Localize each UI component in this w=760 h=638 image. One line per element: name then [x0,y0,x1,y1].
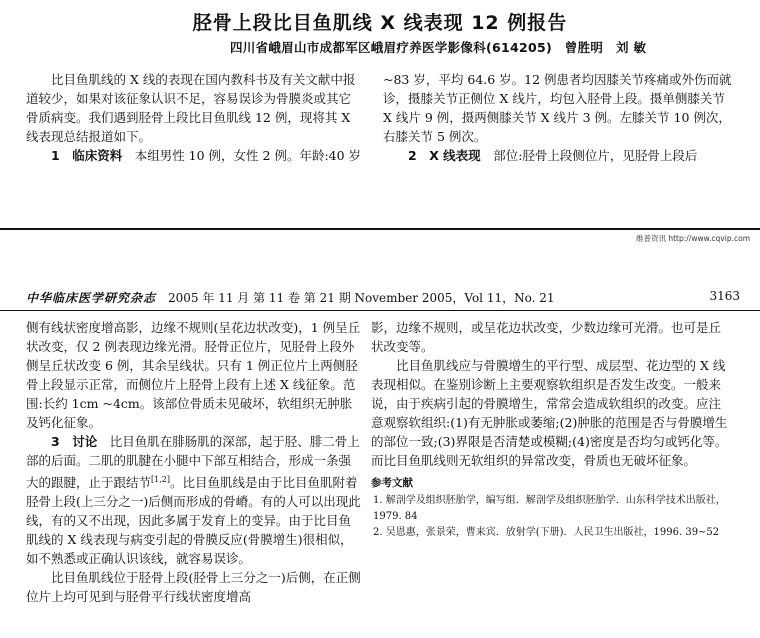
reference-item: 2. 吴恩惠，张景荣，曹来宾．放射学(下册)．人民卫生出版社，1996. 39~52 [373,527,720,538]
journal-header [26,289,726,306]
clinical-data-paragraph [26,146,362,165]
article-title: 胫骨上段比目鱼肌线 X 线表现 12 例报告 [192,12,568,34]
section-2-text: 部位:胫骨上段侧位片，见胫骨上段后 [480,148,698,163]
bottom-right-column [371,318,733,541]
references-heading: 参考文献 [371,477,413,489]
reference-item: 1. 解剖学及组织胚胎学，编写组．解剖学及组织胚胎学．山东科学技术出版社，1979. 84 [373,495,726,522]
watermark-url: 维普资讯 http://www.cqvip.com [635,234,750,243]
intro-paragraph: 比目鱼肌线的 X 线的表现在国内教科书及有关文献中报道较少，如果对该征象认识不足，容易误诊为骨膜炎或其它骨质病变。我们遇到胫骨上段比目鱼肌线 12 例，现将其 X 线表现总结报道如下。 [26,72,356,144]
xray-findings-continued: 侧有线状密度增高影，边缘不规则(呈花边状改变)，1 例呈丘状改变，仅 2 例表现边缘光滑。胫骨正位片，见胫骨上段外侧呈丘状改变 6 例，其余呈线状。只有 1 例正位片上两侧胫骨上段显示正常，而侧位片上胫骨上段有上述 X 线征象。范围:长约 1cm ~4cm。该部位骨质未见破坏，软组织无肿胀及钙化征象。 [26,320,361,430]
section-3-text-continued: 。比目鱼肌线是由于比目鱼肌附着胫骨上段(上三分之一)后侧而形成的骨嵴。有的人可以出现此线，有的又不出现，因此多属于发育上的变异。由于比目鱼肌线的 X 线表现与病变引起的骨膜反应(骨膜增生)很相似，如不熟悉或正确认识该线，就容易误诊。 [26,475,361,567]
section-2-heading: 2 X 线表现 [408,148,481,163]
author-affiliation: 四川省峨眉山市成都军区峨眉疗养医学影像科(614205) 曾胜明 刘 敏 [230,40,647,55]
clinical-data-continued: ~83 岁，平均 64.6 岁。12 例患者均因膝关节疼痛或外伤而就诊，摄膝关节正侧位 X 线片，均包入胫骨上段。摄单侧膝关节 X 线片 9 例，摄两侧膝关节 X 线片 3 例。左膝关节 10 例次，右膝关节 5 例次。 [383,72,732,144]
page-number: 3163 [709,289,740,303]
location-continued: 影，边缘不规则，或呈花边状改变，少数边缘可光滑。也可是丘状改变等。 [371,320,722,354]
page-divider [0,228,760,230]
section-1-text: 本组男性 10 例，女性 2 例。年龄:40 岁 [122,148,362,163]
location-paragraph: 比目鱼肌线位于胫骨上段(胫骨上三分之一)后侧，在正侧位片上均可见到与胫骨平行线状密度增高 [26,570,361,605]
journal-name: 中华临床医学研究杂志 [26,291,157,305]
citation-marker: [1,2] [151,475,170,484]
header-rule [0,310,760,311]
section-3-heading: 3 讨论 [51,434,98,449]
top-right-column [383,70,733,165]
differential-paragraph: 比目鱼肌线应与骨膜增生的平行型、成层型、花边型的 X 线表现相似。在鉴别诊断上主要观察软组织是否发生改变。一般来说，由于疾病引起的骨膜增生，常常会造成软组织的改变。应注意观察软组织:(1)有无肿胀或萎缩;(2)肿胀的范围是否与骨膜增生的部位一致;(3)界限是否清楚或模糊;(4)密度是否均匀或钙化等。而比目鱼肌线则无软组织的异常改变，骨质也无破坏征象。 [371,358,728,468]
journal-issue: 2005 年 11 月 第 11 卷 第 21 期 November 2005，Vol 11，No. 21 [168,291,555,305]
bottom-left-column [26,318,362,606]
section-1-heading: 1 临床资料 [51,148,123,163]
section-3-text: 比目鱼肌在腓肠肌的深部，起于胫、腓二骨上部的后面。二肌的肌腱在小腿中下部互相结合，形成一条强大的跟腱，止于跟结节 [26,434,360,491]
xray-findings-paragraph [383,146,733,165]
top-left-column [26,70,362,165]
discussion-paragraph [26,432,362,568]
